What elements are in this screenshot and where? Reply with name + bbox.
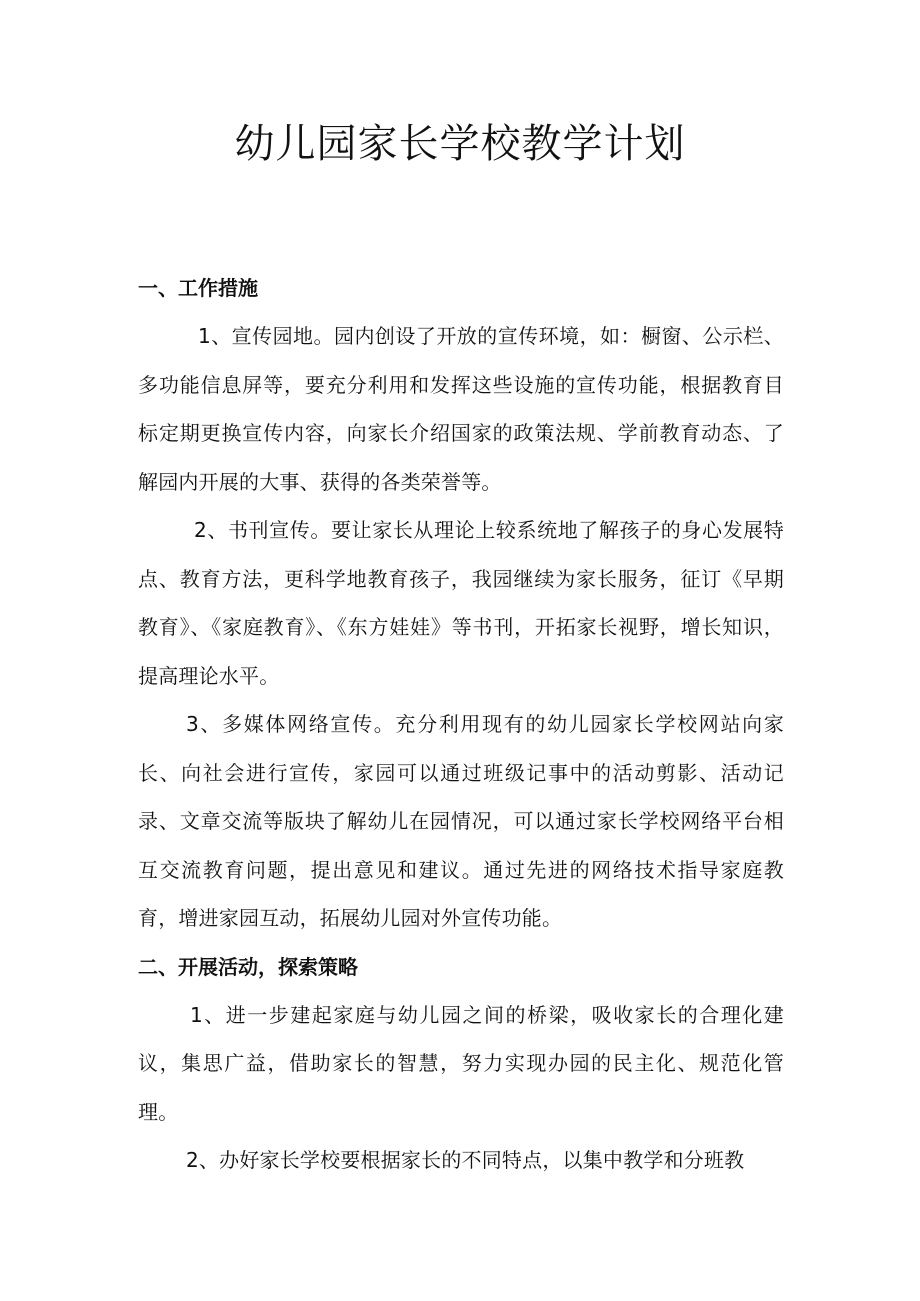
paragraph: 2、办好家长学校要根据家长的不同特点，以集中教学和分班教 — [186, 1148, 745, 1172]
section-heading: 二、开展活动，探索策略 — [138, 954, 358, 979]
section-heading: 一、工作措施 — [138, 276, 258, 300]
paragraph: 2、书刊宣传。要让家长从理论上较系统地了解孩子的身心发展特点、教育方法，更科学地教育孩子，我园继续为家长服务，征订《早期教育》、《家庭教育》、《东方娃娃》等书刊，开拓家长视野，增长知识，提高理论水平。 — [138, 518, 784, 688]
paragraph: 1、进一步建起家庭与幼儿园之间的桥梁，吸收家长的合理化建议，集思广益，借助家长的智慧，努力实现办园的民主化、规范化管理。 — [138, 1002, 784, 1124]
section-work-measures — [138, 264, 784, 943]
paragraph: 1、宣传园地。园内创设了开放的宣传环境，如：橱窗、公示栏、多功能信息屏等，要充分利用和发挥这些设施的宣传功能，根据教育目标定期更换宣传内容，向家长介绍国家的政策法规、学前教育动态、了解园内开展的大事、获得的各类荣誉等。 — [138, 324, 784, 494]
section-activities-strategies — [138, 943, 784, 1185]
document-body — [138, 264, 784, 1185]
paragraph: 3、多媒体网络宣传。充分利用现有的幼儿园家长学校网站向家长、向社会进行宣传，家园可以通过班级记事中的活动剪影、活动记录、文章交流等版块了解幼儿在园情况，可以通过家长学校网络平台相互交流教育问题，提出意见和建议。通过先进的网络技术指导家庭教育，增进家园互动，拓展幼儿园对外宣传功能。 — [138, 712, 784, 930]
document-title: 幼儿园家长学校教学计划 — [234, 121, 686, 167]
